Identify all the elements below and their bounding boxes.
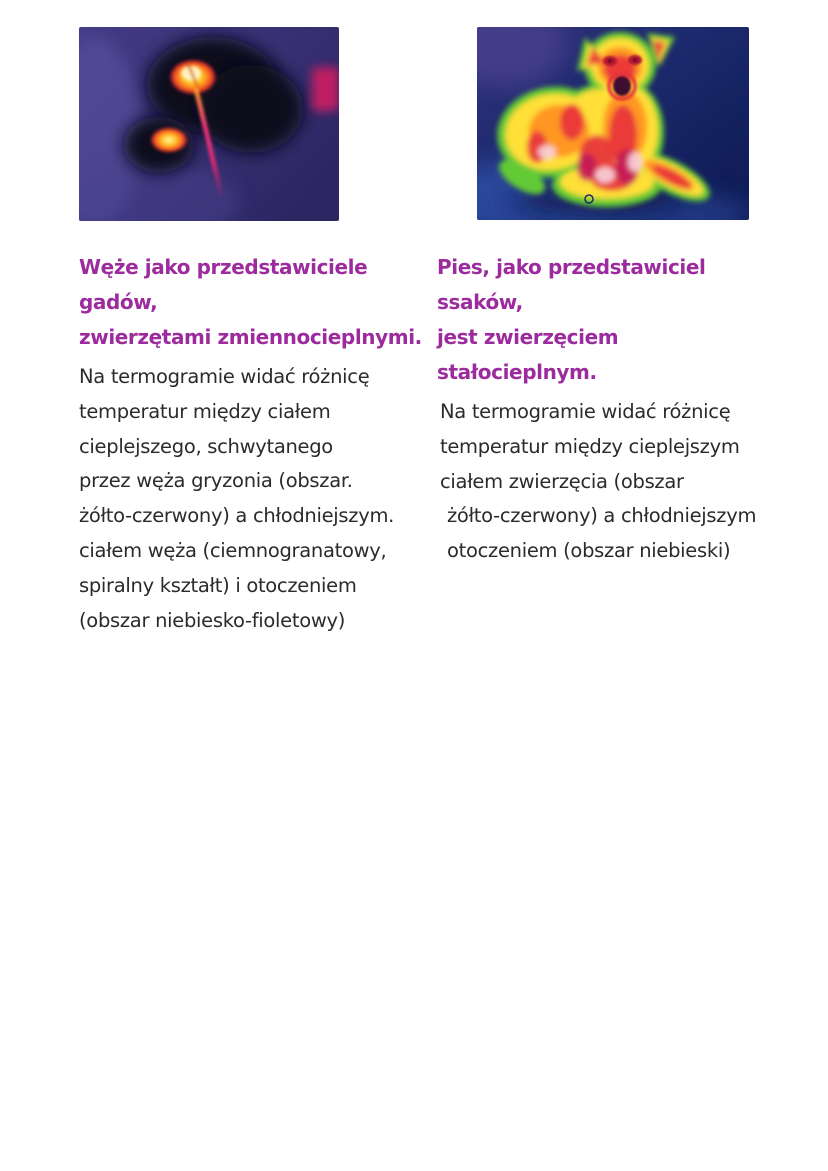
body-line: cieplejszego, schwytanego — [79, 434, 333, 458]
body-line: temperatur między cieplejszym — [440, 434, 740, 458]
heading-line: Węże jako przedstawiciele gadów, — [79, 255, 368, 314]
snake-thermogram-image — [79, 27, 339, 221]
body-line: żółto-czerwony) a chłodniejszym — [447, 504, 757, 528]
body-line: spiralny kształt) i otoczeniem — [79, 573, 357, 597]
body-line: przez węża gryzonia (obszar. — [79, 469, 353, 493]
dog-section — [437, 250, 782, 569]
dog-thermogram-image — [477, 27, 749, 220]
body-line: (obszar niebiesko-fioletowy) — [79, 608, 346, 632]
heading-line: Pies, jako przedstawiciel ssaków, — [437, 255, 706, 314]
body-line: Na termogramie widać różnicę — [79, 365, 370, 388]
body-line: temperatur między ciałem — [79, 399, 331, 423]
body-line: otoczeniem (obszar niebieski) — [447, 539, 731, 563]
dog-section-body — [437, 395, 782, 569]
snake-section-heading — [79, 250, 424, 355]
snake-thermogram-graphic — [79, 27, 339, 221]
body-line: żółto-czerwony) a chłodniejszym. — [79, 504, 395, 528]
snake-section — [79, 250, 424, 638]
body-line: ciałem węża (ciemnogranatowy, — [79, 538, 387, 562]
heading-line: jest zwierzęciem stałocieplnym. — [437, 325, 619, 384]
body-line: ciałem zwierzęcia (obszar — [440, 469, 684, 493]
heading-line: zwierzętami zmiennocieplnymi. — [79, 325, 422, 349]
dog-thermogram-graphic — [477, 27, 749, 220]
dog-section-heading — [437, 250, 782, 390]
body-line: Na termogramie widać różnicę — [440, 400, 731, 423]
snake-section-body — [79, 360, 424, 638]
